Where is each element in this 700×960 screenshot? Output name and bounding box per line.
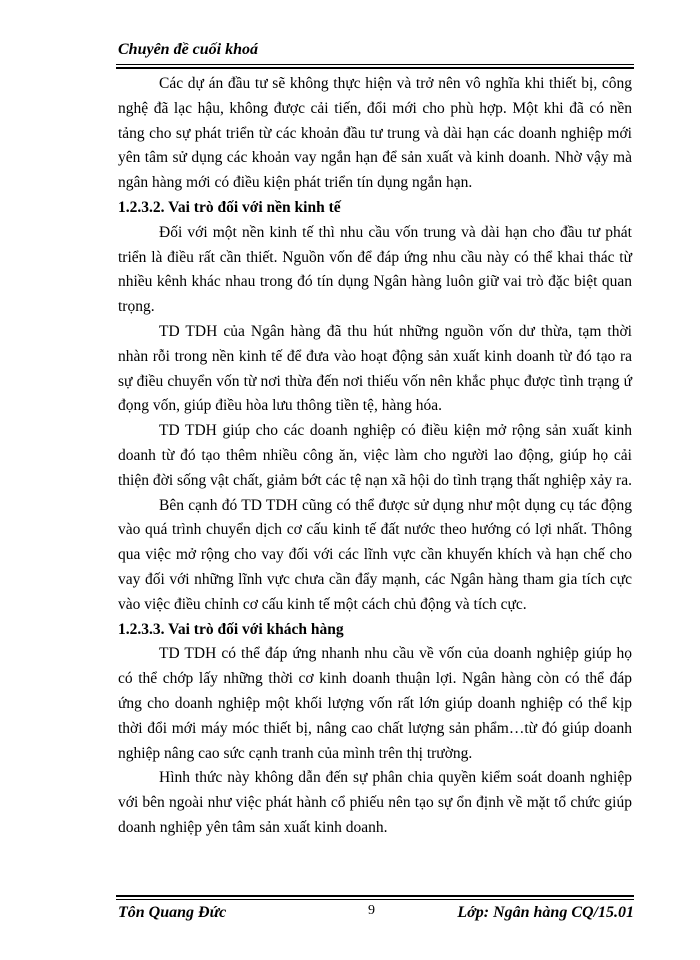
section-heading: 1.2.3.2. Vai trò đối với nền kinh tế (118, 198, 341, 216)
footer-divider-thick (116, 895, 634, 897)
footer-class-label: Lớp: Ngân hàng CQ/15.01 (457, 904, 634, 921)
document-body (118, 72, 632, 841)
paragraph: TD TDH của Ngân hàng đã thu hút những nguồn vốn dư thừa, tạm thời nhàn rỗi trong nền kinh tế để đưa vào hoạt động sản xuất kinh doanh từ đó tạo ra sự điều chuyển vốn từ nơi thừa đến nơi thiếu vốn nên khắc phục được tình trạng ứ đọng vốn, giúp điều hòa lưu thông tiền tệ, hàng hóa. (118, 322, 632, 415)
page-number: 9 (368, 903, 375, 918)
section-heading: 1.2.3.3. Vai trò đối với khách hàng (118, 620, 344, 638)
paragraph: TD TDH giúp cho các doanh nghiệp có điều kiện mở rộng sản xuất kinh doanh từ đó tạo thêm nhiều công ăn, việc làm cho người lao động, giúp họ cải thiện đời sống vật chất, giảm bớt các tệ nạn xã hội do tình trạng thất nghiệp xảy ra. (118, 422, 632, 489)
header-title: Chuyên đề cuối khoá (118, 41, 259, 58)
paragraph: Bên cạnh đó TD TDH cũng có thể được sử dụng như một dụng cụ tác động vào quá trình chuyển dịch cơ cấu kinh tế đất nước theo hướng có lợi nhất. Thông qua việc mở rộng cho vay đối với các lĩnh vực cần khuyến khích và hạn chế cho vay đối với những lĩnh vực chưa cần đẩy mạnh, các Ngân hàng tham gia tích cực vào việc điều chỉnh cơ cấu kinh tế một cách chủ động và tích cực. (118, 496, 632, 613)
paragraph: Hình thức này không dẫn đến sự phân chia quyền kiểm soát doanh nghiệp với bên ngoài như việc phát hành cổ phiếu nên tạo sự ổn định về mặt tổ chức giúp doanh nghiệp yên tâm sản xuất kinh doanh. (118, 769, 632, 836)
footer-author: Tôn Quang Đức (118, 904, 227, 921)
header-divider (116, 64, 634, 65)
paragraph: Đối với một nền kinh tế thì nhu cầu vốn trung và dài hạn cho đầu tư phát triển là điều rất cần thiết. Nguồn vốn để đáp ứng nhu cầu này có thể khai thác từ nhiều kênh khác nhau trong đó tín dụng Ngân hàng luôn giữ vai trò đặc biệt quan trọng. (118, 223, 632, 316)
footer-divider (116, 899, 634, 900)
paragraph: Các dự án đầu tư sẽ không thực hiện và trở nên vô nghĩa khi thiết bị, công nghệ đã lạc hậu, không được cải tiến, đổi mới cho phù hợp. Một khi đã có nền tảng cho sự phát triển từ các khoản đầu tư trung và dài hạn các doanh nghiệp mới yên tâm sử dụng các khoản vay ngắn hạn để sản xuất và kinh doanh. Nhờ vậy mà ngân hàng mới có điều kiện phát triển tín dụng ngắn hạn. (118, 75, 632, 192)
header-divider-thick (116, 67, 634, 69)
paragraph: TD TDH có thể đáp ứng nhanh nhu cầu về vốn của doanh nghiệp giúp họ có thể chớp lấy những thời cơ kinh doanh thuận lợi. Ngân hàng còn có thể đáp ứng cho doanh nghiệp một khối lượng vốn rất lớn giúp doanh nghiệp có thể kịp thời đổi mới máy móc thiết bị, nâng cao chất lượng sản phẩm…từ đó giúp doanh nghiệp nâng cao sức cạnh tranh của mình trên thị trường. (118, 645, 632, 762)
